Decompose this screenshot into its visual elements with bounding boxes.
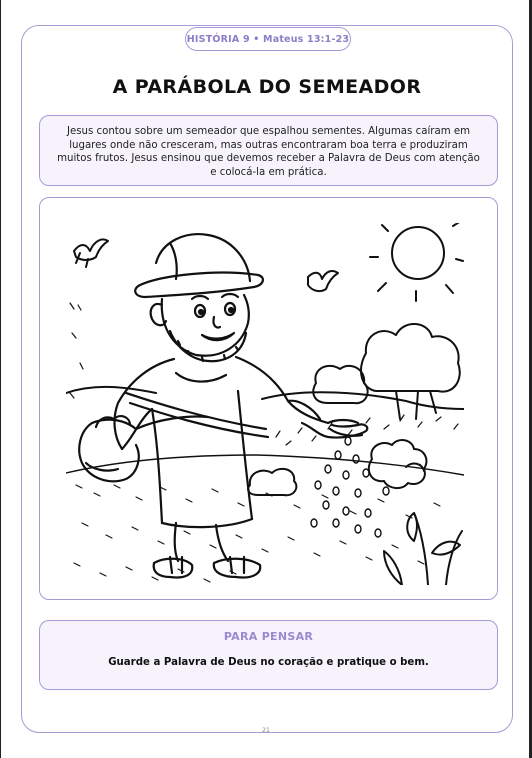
reflection-text: Guarde a Palavra de Deus no coração e pratique o bem. — [108, 657, 429, 668]
seeds — [311, 437, 389, 537]
intro-text: Jesus contou sobre um semeador que espalhou sementes. Algumas caíram em lugares onde não cresceram, mas outras encontraram boa terra e produziram muitos frutos. Jesus ensinou que devemos receber a Palavra de Deus com atenção e colocá-la em prática. — [57, 126, 480, 178]
reflection-box — [39, 620, 498, 690]
plant-icon — [384, 513, 462, 585]
story-tag-label: HISTÓRIA 9 • Mateus 13:1-23 — [186, 33, 350, 45]
bird-icon — [308, 271, 338, 291]
page-edge — [0, 0, 1, 758]
sower-figure — [79, 234, 367, 577]
bush-icon — [313, 324, 459, 419]
page-title: A PARÁBOLA DO SEMEADOR — [112, 76, 422, 98]
shrub-icon — [369, 440, 427, 488]
sower-coloring-illustration — [66, 223, 464, 585]
intro-box — [39, 115, 498, 186]
page-number: 21 — [262, 727, 270, 734]
bird-icon — [74, 239, 108, 267]
sun-icon — [370, 223, 463, 301]
story-tag — [185, 27, 351, 51]
reflection-heading: PARA PENSAR — [223, 630, 314, 643]
